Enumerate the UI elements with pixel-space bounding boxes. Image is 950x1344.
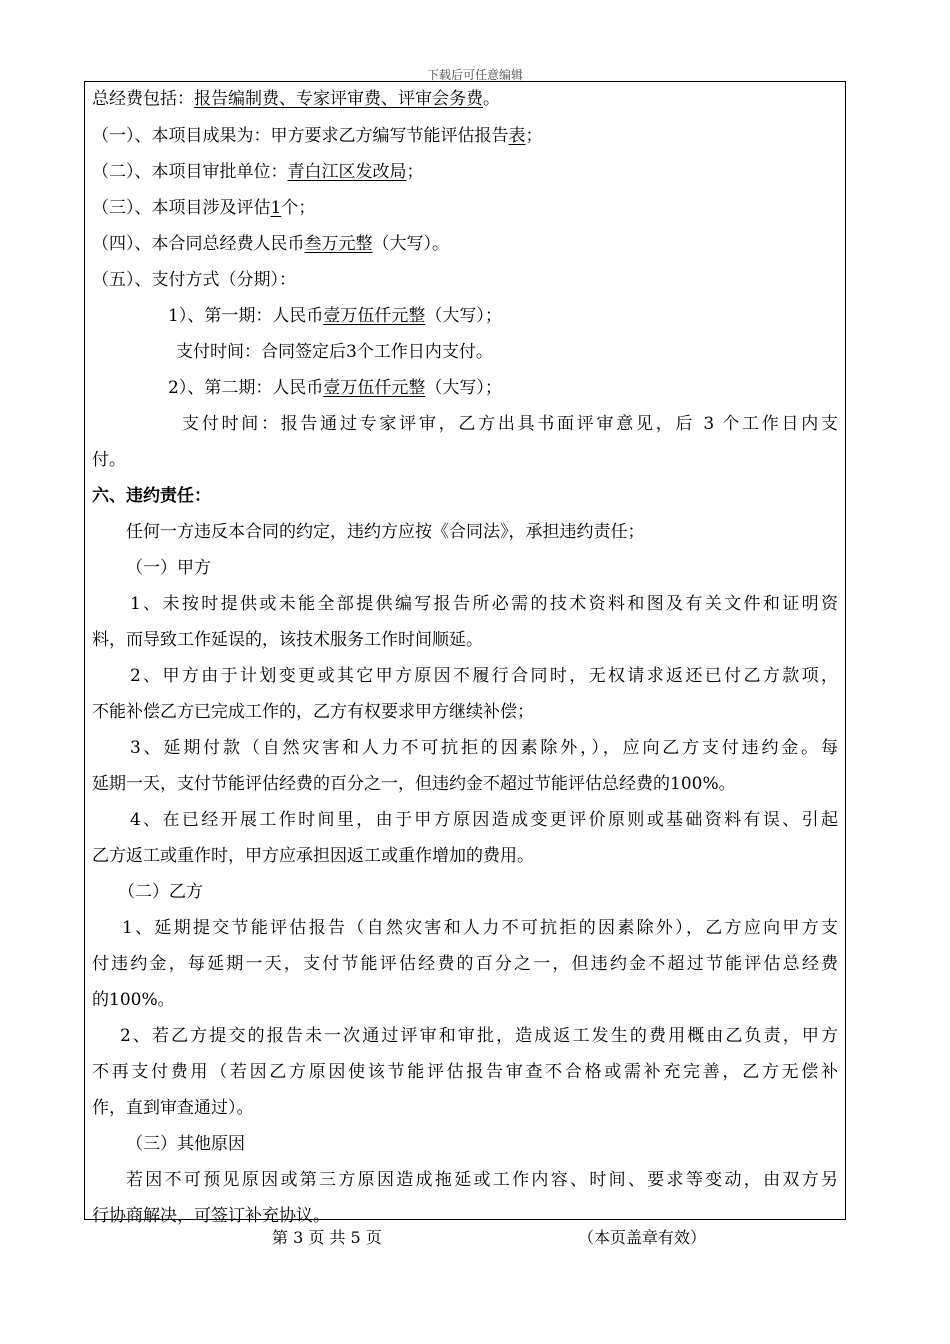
section-6-title: 六、违约责任： <box>92 486 211 506</box>
party-a-clause-2: 2、甲方由于计划变更或其它甲方原因不履行合同时，无权请求返还已付乙方款项， <box>130 666 838 686</box>
party-a-clause-3: 3、延期付款（自然灾害和人力不可抗拒的因素除外，），应向乙方支付违约金。每 <box>130 738 838 758</box>
fee-items: 报告编制费、专家评审费、评审会务费 <box>194 89 483 109</box>
party-a-heading: （一）甲方 <box>126 558 211 578</box>
item-5: （五）、支付方式（分期）： <box>92 270 296 290</box>
party-b-heading: （二）乙方 <box>118 882 203 902</box>
party-a-clause-4: 4、在已经开展工作时间里，由于甲方原因造成变更评价原则或基础资料有误、引起 <box>130 810 838 830</box>
payment-phase-2-time: 支付时间：报告通过专家评审，乙方出具书面评审意见，后 3 个工作日内支 <box>182 414 838 434</box>
payment-phase-1: 1）、第一期：人民币壹万伍仟元整（大写）； <box>168 306 502 326</box>
item-2: （二）、本项目审批单位：青白江区发改局； <box>92 162 424 182</box>
party-b-clause-1: 1、延期提交节能评估报告（自然灾害和人力不可抗拒的因素除外），乙方应向甲方支 <box>122 918 838 938</box>
party-b-clause-2: 2、若乙方提交的报告未一次通过评审和审批，造成返工发生的费用概由乙负责，甲方 <box>120 1026 838 1046</box>
header-watermark: 下载后可任意编辑 <box>426 68 523 82</box>
payment-phase-1-time: 支付时间：合同签定后3个工作日内支付。 <box>176 342 493 362</box>
payment-phase-2: 2）、第二期：人民币壹万伍仟元整（大写）； <box>168 378 502 398</box>
page-number: 第 3 页 共 5 页 <box>272 1228 382 1247</box>
party-a-clause-1: 1、未按时提供或未能全部提供编写报告所必需的技术资料和图及有关文件和证明资 <box>130 594 838 614</box>
item-1: （一）、本项目成果为：甲方要求乙方编写节能评估报告表； <box>92 126 543 146</box>
seal-note: （本页盖章有效） <box>578 1228 707 1247</box>
other-clause: 若因不可预见原因或第三方原因造成拖延或工作内容、时间、要求等变动，由双方另 <box>126 1170 838 1190</box>
liability-intro: 任何一方违反本合同的约定，违约方应按《合同法》，承担违约责任； <box>126 522 645 542</box>
item-3: （三）、本项目涉及评估1个； <box>92 198 316 218</box>
fee-includes-line: 总经费包括：报告编制费、专家评审费、评审会务费。 <box>92 89 500 109</box>
other-heading: （三）其他原因 <box>126 1134 245 1154</box>
item-4: （四）、本合同总经费人民币叁万元整（大写）。 <box>92 234 449 254</box>
